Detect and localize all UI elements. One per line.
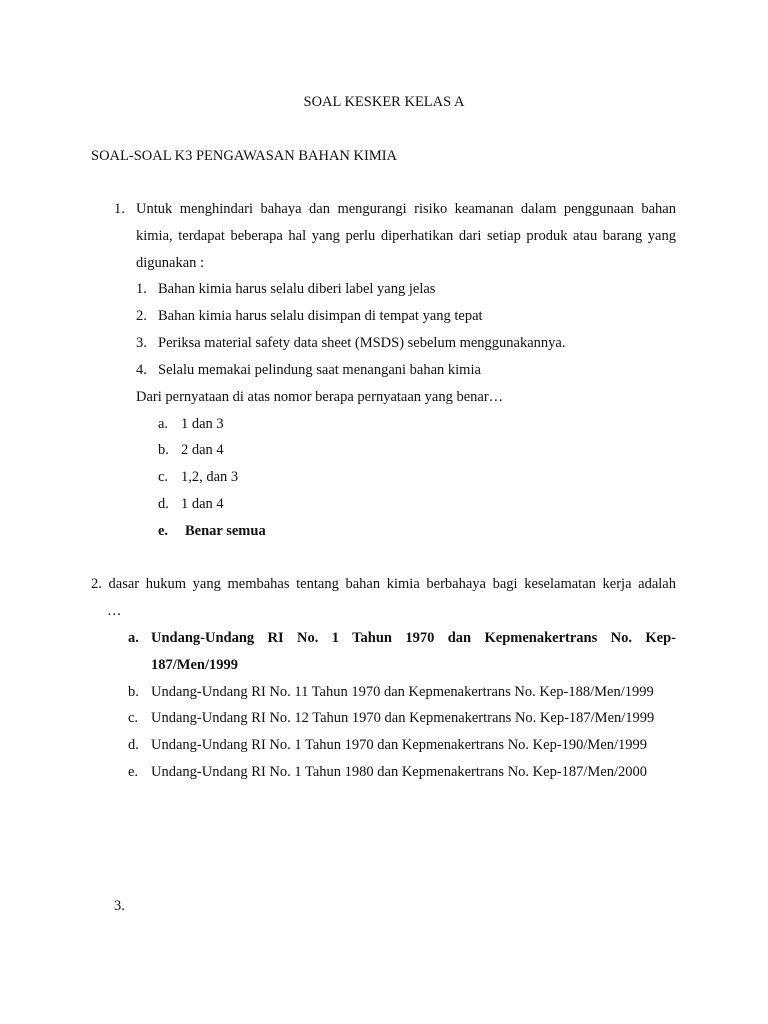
option-text: 2 dan 4: [181, 442, 224, 458]
option-text: 1,2, dan 3: [181, 469, 239, 485]
statement-number: 2.: [136, 308, 147, 324]
option-letter: a.: [158, 416, 169, 432]
question-1-line-3: digunakan :: [136, 255, 205, 271]
option-text: 1 dan 4: [181, 496, 224, 512]
correct-option-text: Benar semua: [185, 523, 266, 539]
statement-text: Bahan kimia harus selalu diberi label yang jelas: [158, 281, 436, 297]
question-2-line-2: …: [107, 603, 122, 619]
statement-number: 1.: [136, 281, 147, 297]
question-3-number: 3.: [114, 898, 125, 914]
option-letter: b.: [128, 684, 139, 700]
option-text: Undang-Undang RI No. 11 Tahun 1970 dan Kepmenakertrans No. Kep-188/Men/1999: [151, 684, 654, 700]
statement-number: 4.: [136, 362, 147, 378]
statement-text: Periksa material safety data sheet (MSDS) sebelum menggunakannya.: [158, 335, 566, 351]
option-letter: d.: [158, 496, 169, 512]
statement-number: 3.: [136, 335, 147, 351]
option-text: Undang-Undang RI No. 12 Tahun 1970 dan Kepmenakertrans No. Kep-187/Men/1999: [151, 710, 655, 726]
option-letter: e.: [128, 764, 139, 780]
statement-text: Bahan kimia harus selalu disimpan di tempat yang tepat: [158, 308, 483, 324]
question-1-number: 1.: [114, 201, 125, 217]
option-letter: c.: [128, 710, 139, 726]
document-title: SOAL KESKER KELAS A: [303, 94, 465, 110]
question-2-line-1: 2. dasar hukum yang membahas tentang bahan kimia berbahaya bagi keselamatan kerja adalah: [91, 576, 676, 592]
correct-option-text-line-2: 187/Men/1999: [151, 657, 238, 673]
correct-option-text-line-1: Undang-Undang RI No. 1 Tahun 1970 dan Kepmenakertrans No. Kep-: [151, 630, 676, 646]
question-1-prompt: Dari pernyataan di atas nomor berapa pernyataan yang benar…: [136, 389, 504, 405]
section-heading: SOAL-SOAL K3 PENGAWASAN BAHAN KIMIA: [91, 148, 398, 164]
option-letter: b.: [158, 442, 169, 458]
option-text: 1 dan 3: [181, 416, 224, 432]
option-letter: c.: [158, 469, 169, 485]
option-letter: d.: [128, 737, 139, 753]
correct-option-letter: a.: [128, 630, 139, 646]
correct-option-letter: e.: [158, 523, 169, 539]
question-1-line-2: kimia, terdapat beberapa hal yang perlu diperhatikan dari setiap produk atau barang yang: [136, 228, 676, 244]
statement-text: Selalu memakai pelindung saat menangani bahan kimia: [158, 362, 481, 378]
question-1-line-1: Untuk menghindari bahaya dan mengurangi risiko keamanan dalam penggunaan bahan: [136, 201, 676, 217]
option-text: Undang-Undang RI No. 1 Tahun 1980 dan Kepmenakertrans No. Kep-187/Men/2000: [151, 764, 648, 780]
option-text: Undang-Undang RI No. 1 Tahun 1970 dan Kepmenakertrans No. Kep-190/Men/1999: [151, 737, 648, 753]
